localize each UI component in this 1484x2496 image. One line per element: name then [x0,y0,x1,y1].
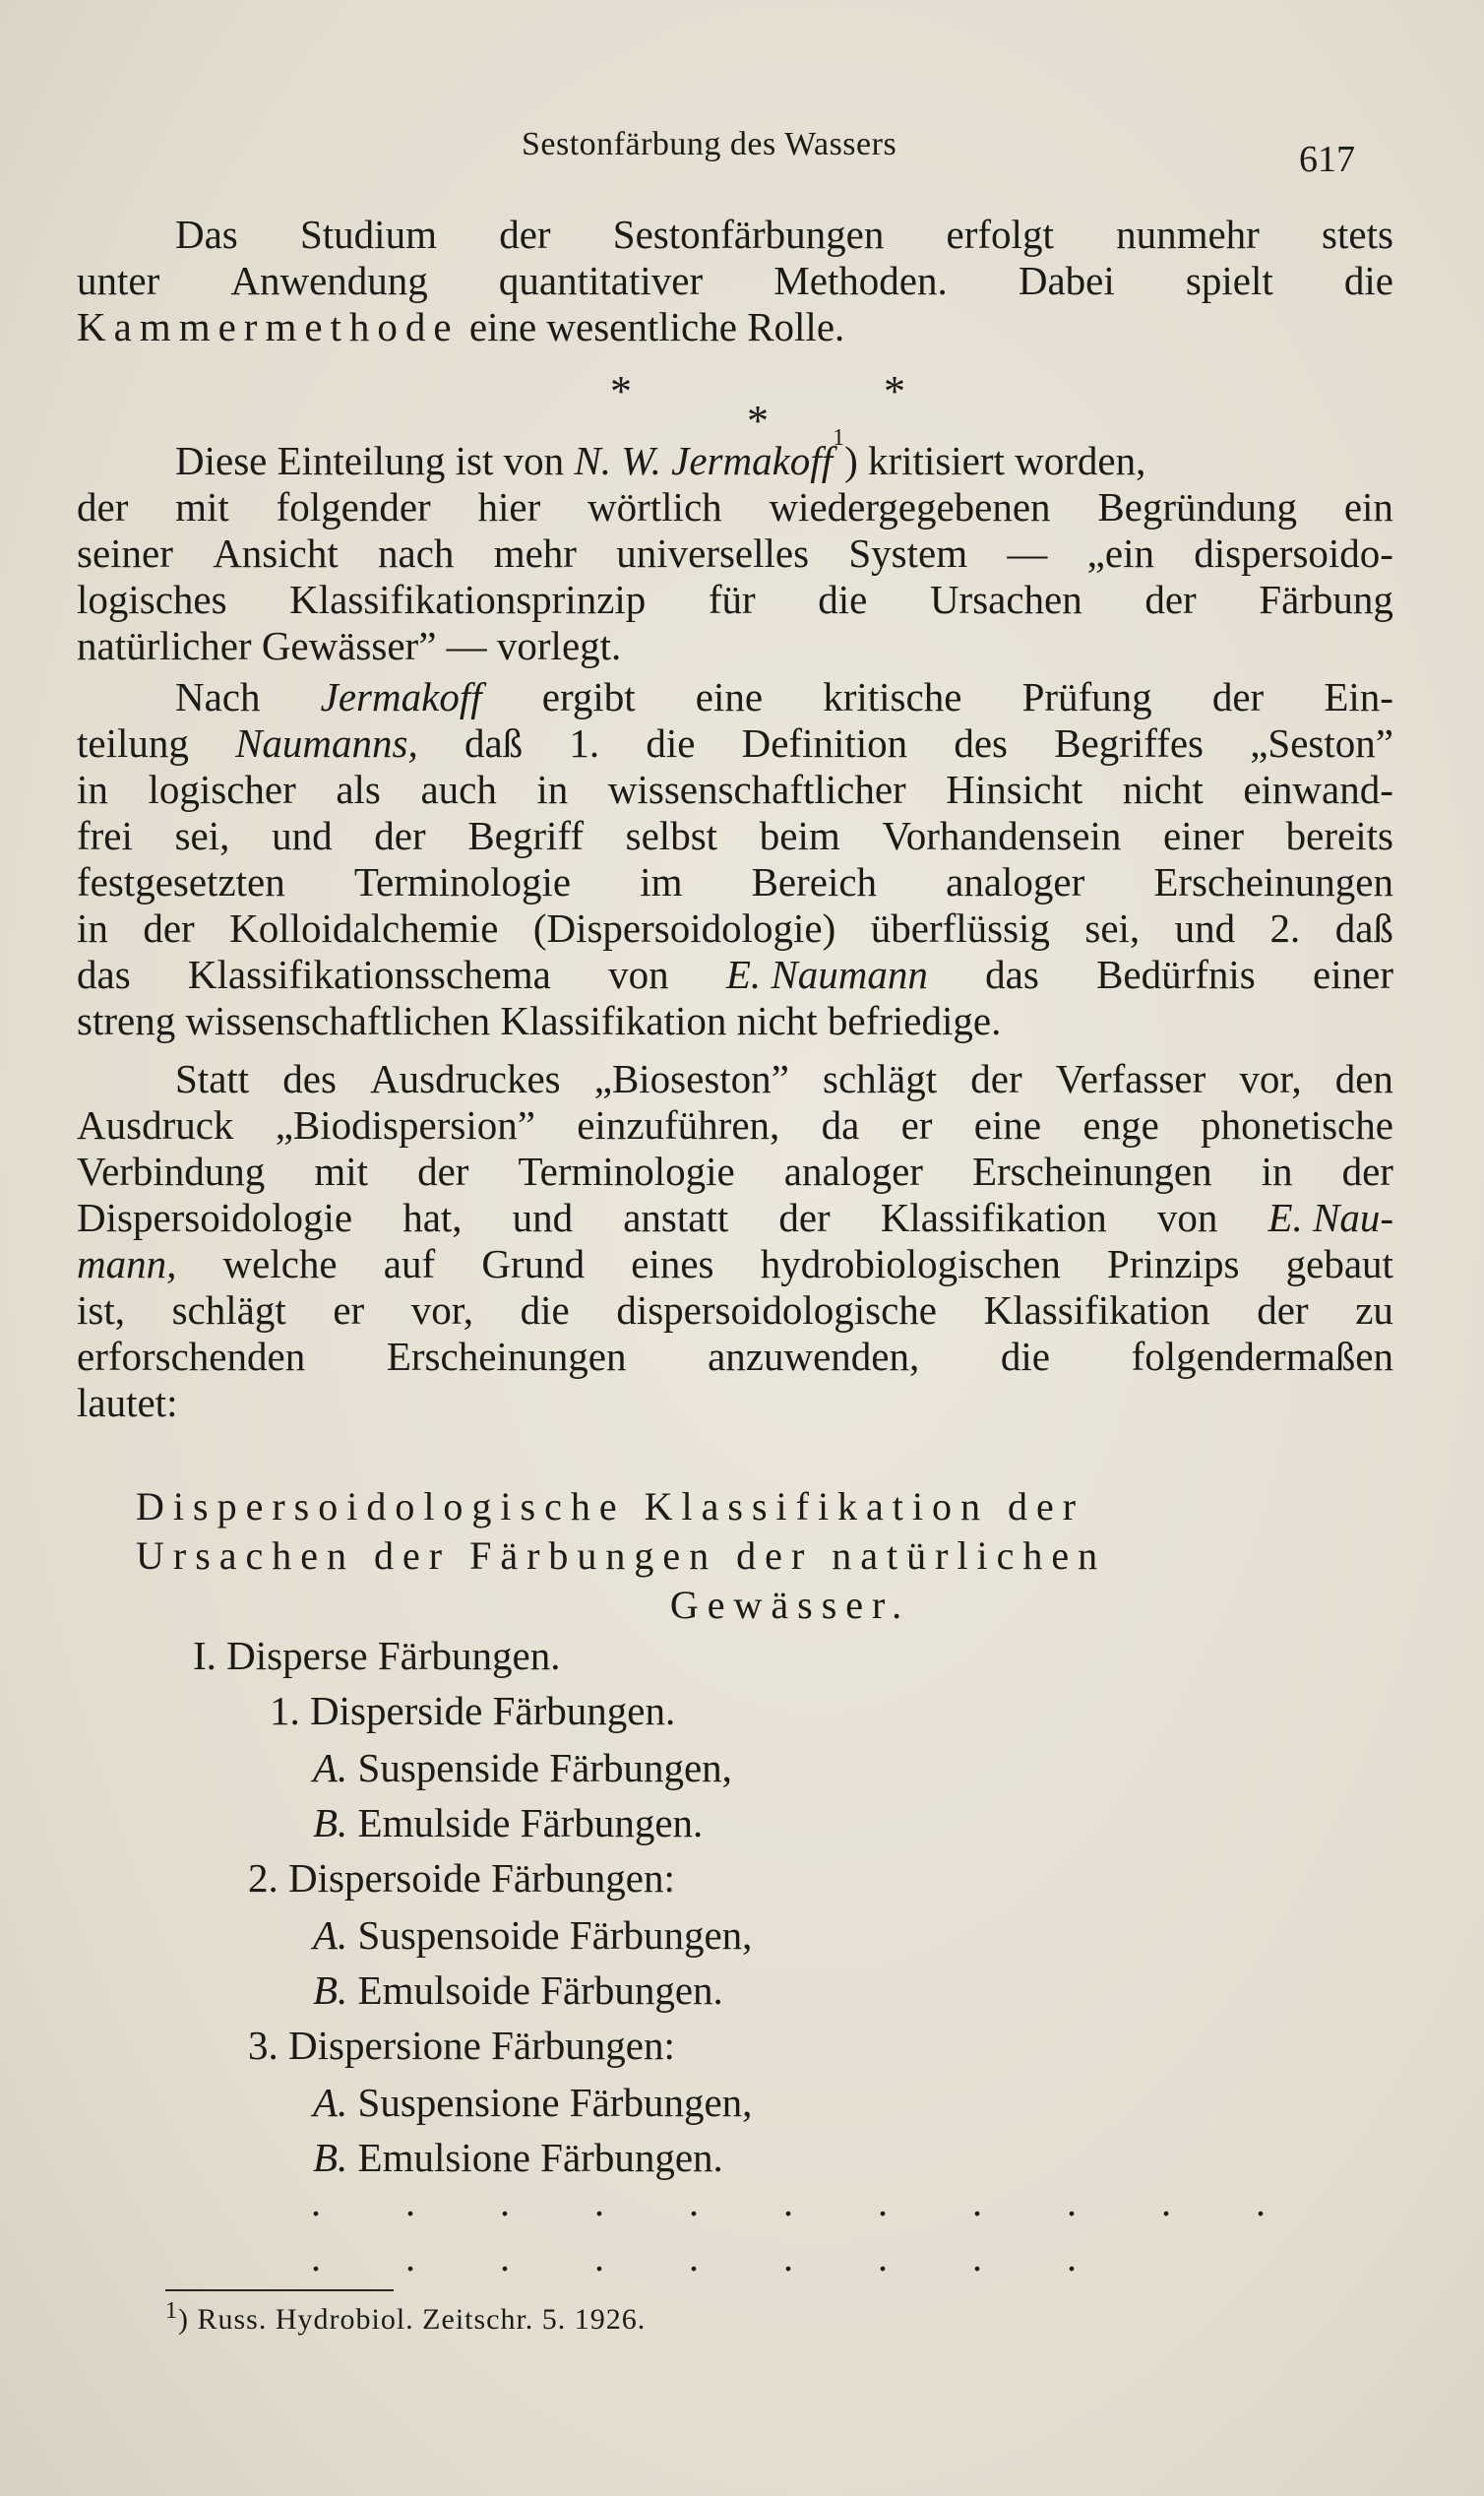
word: frei [77,813,133,858]
word: schlägt [171,1287,286,1333]
text-fragment: Begriffes [1054,720,1205,766]
word: Sestonfärbungen [612,212,885,257]
word: Erscheinungen [971,1149,1212,1194]
text-fragment: Nach [175,674,261,719]
list-item [248,2022,675,2069]
item-label: Dispersione Färbungen: [288,2023,675,2068]
item-label: Dispersoide Färbungen: [288,1855,675,1901]
word: „Biodispersion” [275,1102,535,1148]
word: Verfasser [1055,1056,1206,1101]
text-line [77,484,1393,530]
subitem-key: A. [313,2080,348,2125]
subitem-label: Suspenside Färbungen, [357,1745,732,1790]
asterisk: * [884,367,905,415]
word: Anwendung [230,258,428,303]
text-fragment: Klassifikationsschema [187,952,551,997]
word: im [640,859,683,905]
word: selbst [625,813,718,858]
paragraph-1 [77,212,1393,350]
text-fragment: Dispersoidologie [77,1195,353,1240]
word: in [77,767,108,812]
text-line [77,674,1393,720]
word: die [1000,1334,1050,1379]
text-fragment: von [1156,1195,1218,1240]
word: „Bioseston” [593,1056,789,1101]
text-line [77,1056,1393,1102]
word: sei, [174,813,230,858]
text-fragment: welche [222,1241,338,1286]
text-fragment: das [985,952,1039,997]
word: in [77,905,108,951]
list-subitem [313,2134,723,2181]
paragraph-4 [77,1056,1393,1426]
word: Klassifikationsprinzip [289,577,647,622]
text-line [77,720,1393,767]
text-line [77,577,1393,623]
author-name: Naumanns, [235,720,418,766]
word: schlägt [823,1056,938,1101]
word: quantitativer [498,258,704,303]
text-line [77,1241,1393,1287]
word: bereits [1285,813,1393,858]
word: überflüssig [870,905,1050,951]
text-line: lautet: [77,1380,178,1425]
text-fragment: Bedürfnis [1096,952,1256,997]
word: in [536,767,569,812]
word: analoger [946,859,1085,905]
text-line [77,952,1393,998]
word: der [499,212,551,257]
text-fragment: „Seston” [1250,720,1393,766]
word: Erscheinungen [1153,859,1393,905]
list-subitem [313,1911,752,1959]
word: hier [477,484,541,530]
text-fragment: Prinzips [1107,1241,1240,1286]
ellipsis-row: . . . . . . . . . . . [311,2180,1303,2224]
word: die [1343,258,1393,303]
text-fragment: anstatt [623,1195,729,1240]
text-fragment: eine wesentliche Rolle. [459,304,845,349]
word: Vorhandensein [882,813,1122,858]
word: Verbindung [77,1149,266,1194]
word: der [970,1056,1022,1101]
word: Ausdruckes [370,1056,561,1101]
word: nunmehr [1116,212,1260,257]
footnote [165,2298,647,2337]
text-line [77,1195,1393,1241]
word: vor, [1239,1056,1302,1101]
text-fragment: von [608,952,669,997]
author-name: E. Naumann [725,952,928,997]
asterisk: * [747,397,769,445]
title-line: Gewässer. [669,1583,911,1627]
subitem-key: A. [313,1912,348,1958]
item-label: Disperside Färbungen. [310,1688,676,1733]
word: der [77,484,129,530]
text-line [77,1102,1393,1149]
word: der [374,813,426,858]
text-fragment: eines [631,1241,714,1286]
text-fragment: eine [695,674,764,719]
word: Ausdruck [77,1102,234,1148]
page-number: 617 [1299,139,1355,180]
word: logisches [77,577,227,622]
text-fragment: der [778,1195,831,1240]
footnote-marker: 1 [165,2298,178,2324]
title-line: Dispersoidologische Klassifikation der [136,1484,1085,1529]
word: Statt [175,1056,250,1101]
word: folgender [276,484,431,530]
word: ist, [77,1287,125,1333]
word: Färbung [1259,577,1393,622]
word: erforschenden [77,1334,306,1379]
running-header: Sestonfärbung des Wassers [522,126,897,162]
text-fragment: daß [464,720,524,766]
word: ein [1343,484,1393,530]
word: System [848,530,968,576]
section-separator [610,366,905,445]
word: daß [1334,905,1393,951]
word: wörtlich [587,484,722,530]
subitem-label: Emulsoide Färbungen. [357,1967,723,2013]
text-line [77,258,1393,304]
footnote-text: ) Russ. Hydrobiol. Zeitschr. 5. 1926. [178,2303,647,2336]
text-fragment: kritische [823,674,962,719]
word: enge [1082,1102,1159,1148]
author-name: E. Nau- [1268,1195,1393,1240]
word: der [143,905,195,951]
word: als [336,767,381,812]
text-fragment: Grund [481,1241,586,1286]
word: in [1261,1149,1293,1194]
text-line [77,859,1393,905]
word: dispersoido- [1194,530,1393,576]
word: Dabei [1018,258,1115,303]
word: Terminologie [353,859,572,905]
word: eine [973,1102,1042,1148]
list-subitem [313,2079,752,2126]
paragraph-2 [77,425,1393,669]
word: Begründung [1097,484,1298,530]
word: universelles [616,530,810,576]
text-line [77,813,1393,859]
text-line [77,1149,1393,1195]
word: da [821,1102,860,1148]
word: unter [77,258,160,303]
subitem-label: Suspensoide Färbungen, [357,1912,753,1958]
item-number: 2. [248,1855,278,1901]
asterisk: * [610,367,632,415]
word: phonetische [1201,1102,1393,1148]
footnote-ref: 1 [833,425,845,451]
list-subitem [313,1966,723,2014]
text-fragment: Klassifikation [880,1195,1107,1240]
item-number: 3. [248,2023,278,2068]
word: einwand- [1243,767,1393,812]
paragraph-3 [77,674,1393,1044]
word: beim [759,813,840,858]
list-item [270,1687,675,1734]
word: Terminologie [518,1149,735,1194]
word: wissenschaftlicher [607,767,906,812]
text-line [77,425,1393,484]
word: der [417,1149,469,1194]
text-fragment: der [1211,674,1265,719]
text-fragment: Prüfung [1021,674,1152,719]
text-fragment: teilung [77,720,189,766]
word: er [333,1287,365,1333]
word: — [1007,530,1048,576]
list-item [248,1854,675,1902]
word: nicht [1122,767,1204,812]
word: auch [420,767,497,812]
text-line [77,767,1393,813]
word: 2. [1269,905,1301,951]
title-line: Ursachen der Färbungen der natürlichen [136,1533,1107,1578]
word: anzuwenden, [708,1334,920,1379]
subitem-label: Emulside Färbungen. [357,1800,704,1845]
text-fragment: Diese Einteilung ist von [175,438,565,483]
text-fragment: gebaut [1285,1241,1393,1286]
text-fragment: hat, [402,1195,463,1240]
word: seiner [77,530,173,576]
word: der [1144,577,1197,622]
subitem-key: A. [313,1745,348,1790]
word: Bereich [751,859,878,905]
text-fragment: Ein- [1324,674,1393,719]
text-line [77,530,1393,577]
word: Klassifikation [983,1287,1210,1333]
word: vor, [410,1287,474,1333]
text-fragment: und [512,1195,574,1240]
word: den [1334,1056,1393,1101]
text-fragment: Definition [741,720,908,766]
text-line: natürlicher Gewässer” — vorlegt. [77,623,622,668]
text-line: streng wissenschaftlichen Klassifikation nicht befriedige. [77,998,1002,1043]
subitem-key: B. [313,1800,348,1845]
word: analoger [783,1149,923,1194]
classification-title [136,1482,1376,1630]
subitem-key: B. [313,2135,348,2180]
footnote-rule [165,2289,394,2291]
word: wiedergegebenen [769,484,1051,530]
word: logischer [148,767,296,812]
word: erfolgt [946,212,1054,257]
author-name: N. W. Jermakoff [574,438,834,483]
word: Kolloidalchemie [229,905,499,951]
word: nach [378,530,455,576]
word: und [272,813,333,858]
word: Methoden. [773,258,948,303]
word: einer [1163,813,1244,858]
word: zu [1355,1287,1393,1333]
text-fragment: des [954,720,1008,766]
word: mit [314,1149,369,1194]
word: dispersoidologische [616,1287,938,1333]
word: die [818,577,868,622]
text-line [77,1334,1393,1380]
text-fragment: hydrobiologischen [760,1241,1061,1286]
text-fragment: das [77,952,131,997]
word: spielt [1185,258,1273,303]
subitem-key: B. [313,1967,348,2013]
subitem-label: Emulsione Färbungen. [357,2135,723,2180]
word: mehr [493,530,577,576]
text-fragment: 1. [569,720,600,766]
text-fragment: die [646,720,696,766]
word: die [520,1287,570,1333]
author-name: Jermakoff [320,674,482,719]
word: Begriff [467,813,584,858]
word: Hinsicht [946,767,1083,812]
text-line [77,1287,1393,1334]
word: Das [175,212,238,257]
word: einzuführen, [577,1102,780,1148]
text-line [77,212,1393,258]
word: der [1341,1149,1393,1194]
text-line [77,905,1393,952]
word: (Dispersoidologie) [532,905,836,951]
word: Studium [299,212,437,257]
word: Erscheinungen [386,1334,627,1379]
subitem-label: Suspensione Färbungen, [357,2080,753,2125]
word: er [900,1102,933,1148]
word: Ursachen [929,577,1082,622]
word: der [1257,1287,1309,1333]
word: für [708,577,756,622]
word: und [1174,905,1236,951]
text-fragment: auf [383,1241,436,1286]
word: stets [1322,212,1393,257]
list-subitem [313,1744,732,1791]
item-number: 1. [270,1688,300,1733]
word: mit [175,484,229,530]
author-name: mann, [77,1241,177,1286]
ellipsis-row: . . . . . . . . . [311,2235,1114,2279]
word: folgendermaßen [1131,1334,1393,1379]
word: Ansicht [213,530,339,576]
word: des [282,1056,337,1101]
text-fragment: ergibt [541,674,636,719]
word: „ein [1086,530,1154,576]
text-line [77,304,1393,350]
emphasized-term: Kammermethode [77,304,460,349]
word: sei, [1084,905,1141,951]
text-fragment: einer [1313,952,1393,997]
word: festgesetzten [77,859,285,905]
list-subitem [313,1799,703,1846]
text-fragment: ) kritisiert worden, [844,438,1146,483]
list-heading: I. Disperse Färbungen. [193,1633,561,1678]
